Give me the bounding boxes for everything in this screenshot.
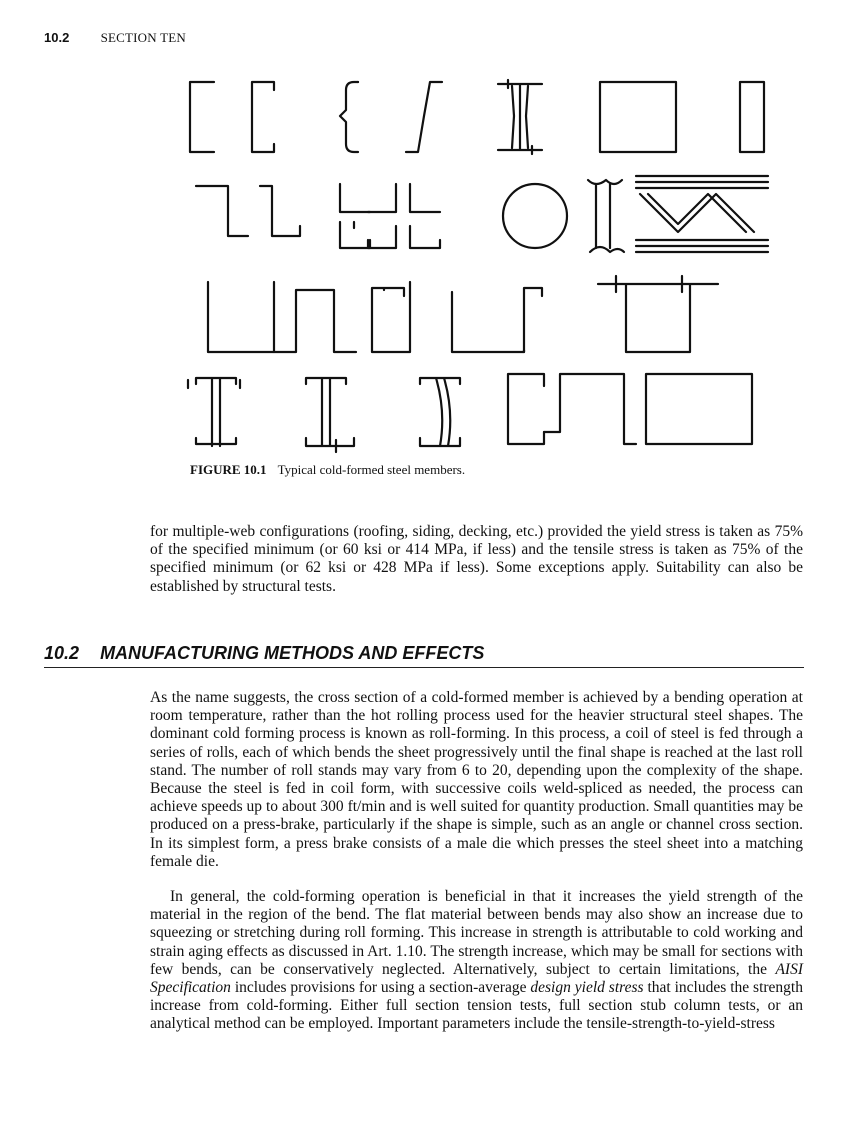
section-number: 10.2 — [44, 643, 80, 663]
box-section-shape — [600, 82, 676, 152]
section-heading — [44, 643, 804, 668]
p3-text-3: that includes the strength increase from cold-forming. Either full section tension tests, full section stub column tests, or an analytical method can be employed. Important parameters include the tensile-strength-to-yield-stress — [150, 979, 803, 1033]
hat-channel-shape — [274, 290, 356, 352]
lipped-angle-shape — [340, 222, 370, 248]
paragraph-yield-stress: for multiple-web configurations (roofing, siding, decking, etc.) provided the yield stress is taken as 75% of the specified minimum (or 60 ksi or 414 MPa, if less) and the tensile stress is taken as 75% of the specified minimum (or 62 ksi or 428 MPa if less). Some exceptions apply. Suitability can also be established by structural tests. — [150, 523, 803, 595]
narrow-box-shape — [740, 82, 764, 152]
hat-open-shape — [544, 374, 636, 444]
sigma-shape — [340, 82, 370, 152]
deck-truss-shape — [636, 176, 768, 252]
i-lipped-shape — [306, 378, 354, 452]
i-double-channel-shape — [188, 378, 240, 446]
i-sigma-shape — [420, 378, 460, 446]
page-number: 10.2 — [44, 30, 70, 45]
p3-text-1: In general, the cold-forming operation is beneficial in that it increases the yield strength of the material in the region of the bend. The flat material between bends may also show an increase due to squeezing or stretching during roll forming. This increase in strength is attributable to cold working and strain aging effects as discussed in Art. 1.10. The strength increase, which may be small for sections with few bends, can be conservatively neglected. Alternatively, subject to certain limitations, the — [150, 888, 803, 978]
paragraph-cold-forming-strength — [150, 888, 803, 1034]
lipped-channel-shape — [190, 82, 214, 152]
u-channel-shape — [208, 282, 274, 352]
zed-sigma-shape — [406, 82, 442, 152]
angle-channel-shape — [452, 292, 524, 352]
section-title: MANUFACTURING METHODS AND EFFECTS — [100, 643, 485, 663]
double-angle-shape — [368, 184, 440, 212]
channel-inward-lips-shape — [252, 82, 274, 152]
figure-cold-formed-members — [178, 76, 778, 456]
rectangular-tube-shape — [646, 374, 752, 444]
box-channel-shape — [508, 374, 544, 444]
tube-shape — [503, 184, 567, 248]
zee-lipped-shape — [260, 186, 300, 236]
double-lipped-angle-shape — [368, 226, 440, 248]
aisi-specification-term: AISI Specification — [150, 960, 803, 997]
lipped-hat-shape — [372, 282, 410, 352]
figure-caption-text: Typical cold-formed steel members. — [277, 462, 466, 477]
running-head — [44, 30, 186, 46]
deck-u-shape — [598, 276, 718, 352]
channel-open-shape — [524, 288, 542, 352]
p3-text-2: includes provisions for using a section-average — [230, 979, 531, 997]
figure-label: FIGURE 10.1 — [190, 462, 267, 477]
figure-caption — [190, 462, 465, 478]
section-label: SECTION TEN — [100, 30, 186, 45]
i-section-built-up-shape — [498, 80, 542, 154]
hat-i-shape — [588, 180, 624, 252]
zee-shape — [196, 186, 248, 236]
paragraph-manufacturing: As the name suggests, the cross section of a cold-formed member is achieved by a bending operation at room temperature, rather than the hot rolling process used for the heavier structural steel shapes. The dominant cold forming process is known as roll-forming. In this process, a coil of steel is fed through a series of rolls, each of which bends the sheet progressively until the final shape is reached at the last roll stand. The number of roll stands may vary from 6 to 20, depending upon the complexity of the shape. Because the steel is fed in coil form, with successive coils weld-spliced as needed, the process can achieve speeds up to about 300 ft/min and is well suited for quantity production. Small quantities may be produced on a press-brake, particularly if the shape is simple, such as an angle or channel cross section. In its simplest form, a press brake consists of a male die which presses the steel sheet into a matching female die. — [150, 689, 803, 870]
angle-shape — [340, 184, 370, 212]
design-yield-stress-term: design yield stress — [530, 979, 644, 997]
